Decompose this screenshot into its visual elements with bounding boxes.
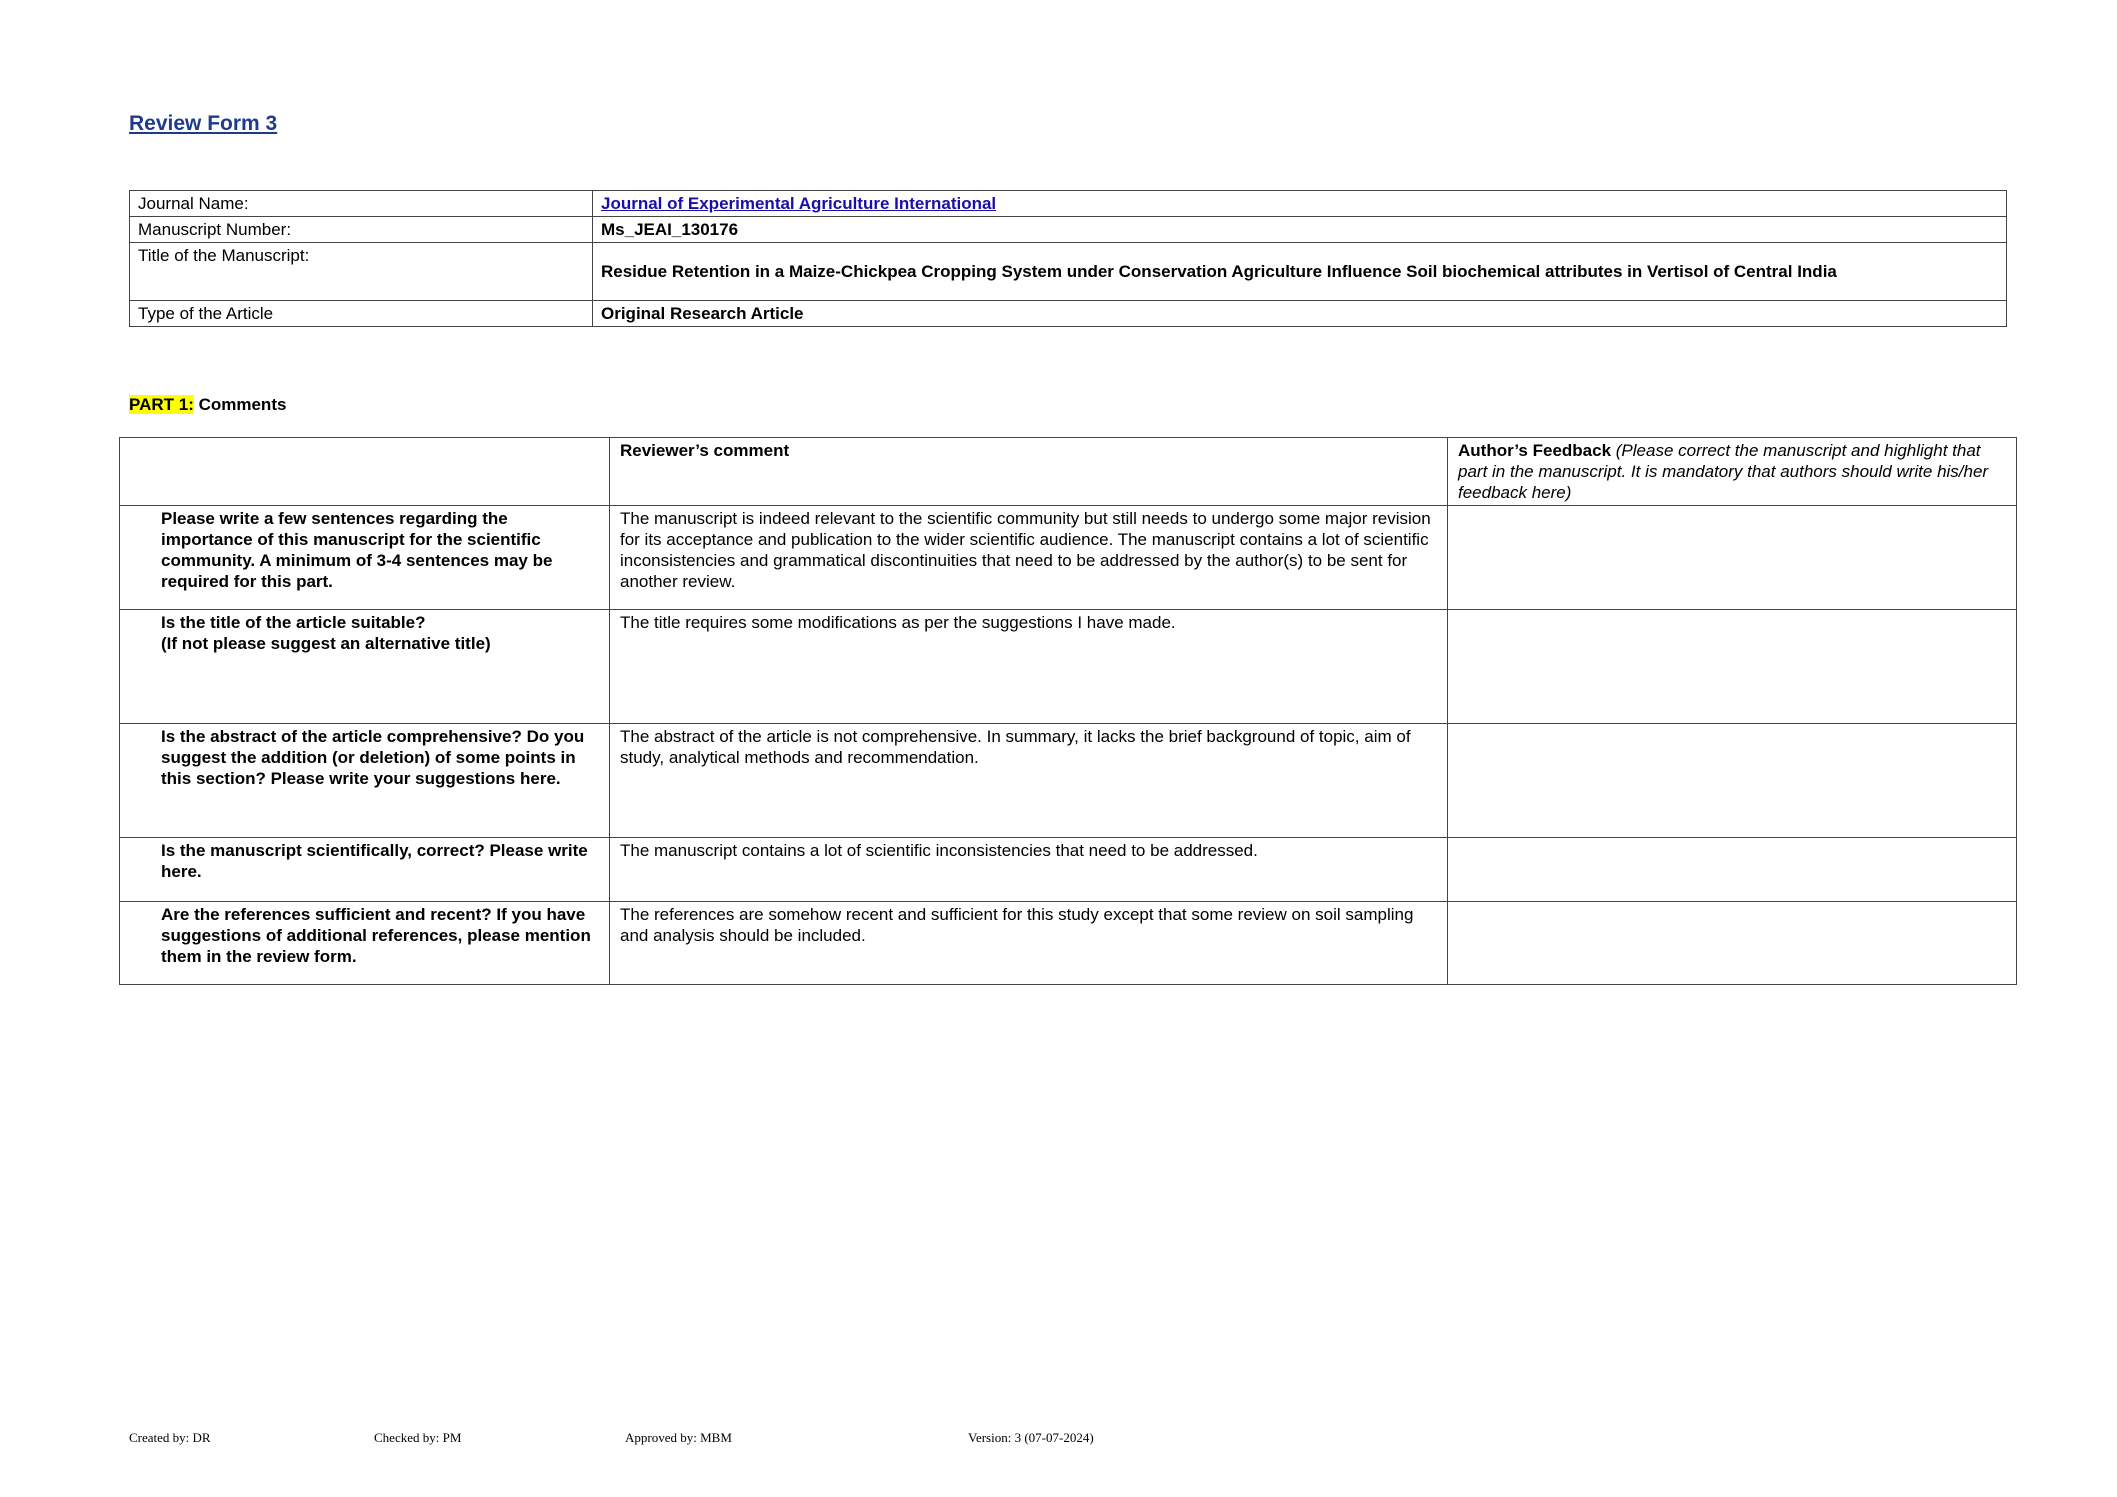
footer-created-by: Created by: DR (129, 1430, 211, 1445)
question-title-suitable-line1: Is the title of the article suitable? (161, 613, 426, 632)
manuscript-title-label: Title of the Manuscript: (130, 243, 593, 301)
reviewer-comment-title: The title requires some modifications as per the suggestions I have made. (610, 610, 1448, 724)
part1-label: PART 1: (129, 395, 194, 414)
author-feedback-header (1448, 438, 2017, 506)
author-feedback-references[interactable] (1448, 902, 2017, 985)
footer-checked-by: Checked by: PM (374, 1430, 462, 1445)
author-feedback-header-instructions: (Please correct the manuscript and highlight that part in the manuscript. It is mandatory that authors should write his/her feedback here) (1458, 441, 1989, 502)
author-feedback-scientific[interactable] (1448, 838, 2017, 902)
journal-row (130, 191, 2007, 217)
manuscript-title-value: Residue Retention in a Maize-Chickpea Cropping System under Conservation Agriculture Influence Soil biochemical attributes in Vertisol of Central India (593, 243, 2007, 301)
article-type-label: Type of the Article (130, 301, 593, 327)
comments-header-row (120, 438, 2017, 506)
article-type-row (130, 301, 2007, 327)
reviewer-comment-references: The references are somehow recent and sufficient for this study except that some review on soil sampling and analysis should be included. (610, 902, 1448, 985)
table-row (120, 724, 2017, 838)
article-type-value: Original Research Article (593, 301, 2007, 327)
footer-approved-by: Approved by: MBM (625, 1430, 732, 1445)
question-importance: Please write a few sentences regarding the importance of this manuscript for the scientific community. A minimum of 3-4 sentences may be required for this part. (120, 506, 610, 610)
question-title-suitable-line2: (If not please suggest an alternative title) (161, 634, 491, 653)
journal-label: Journal Name: (130, 191, 593, 217)
reviewer-comment-importance: The manuscript is indeed relevant to the scientific community but still needs to undergo some major revision for its acceptance and publication to the wider scientific audience. The manuscript contains a lot of scientific inconsistencies and grammatical discontinuities that need to be addressed by the author(s) to be sent for another review. (610, 506, 1448, 610)
author-feedback-importance[interactable] (1448, 506, 2017, 610)
manuscript-number-label: Manuscript Number: (130, 217, 593, 243)
reviewer-comment-abstract: The abstract of the article is not comprehensive. In summary, it lacks the brief background of topic, aim of study, analytical methods and recommendation. (610, 724, 1448, 838)
manuscript-number-value: Ms_JEAI_130176 (593, 217, 2007, 243)
footer-version: Version: 3 (07-07-2024) (968, 1430, 1094, 1445)
table-row (120, 838, 2017, 902)
question-title-suitable (120, 610, 610, 724)
reviewer-comment-header: Reviewer’s comment (610, 438, 1448, 506)
journal-link[interactable]: Journal of Experimental Agriculture International (601, 194, 997, 213)
table-row (120, 610, 2017, 724)
manuscript-info-table (129, 190, 2007, 327)
review-comments-table (119, 437, 2017, 985)
part1-heading (129, 395, 286, 415)
header-empty-cell (120, 438, 610, 506)
author-feedback-title[interactable] (1448, 610, 2017, 724)
manuscript-title-row (130, 243, 2007, 301)
author-feedback-header-bold: Author’s Feedback (1458, 441, 1612, 460)
reviewer-comment-scientific: The manuscript contains a lot of scientific inconsistencies that need to be addressed. (610, 838, 1448, 902)
author-feedback-abstract[interactable] (1448, 724, 2017, 838)
table-row (120, 506, 2017, 610)
manuscript-number-row (130, 217, 2007, 243)
table-row (120, 902, 2017, 985)
part1-suffix: Comments (193, 395, 287, 414)
page-title[interactable]: Review Form 3 (129, 112, 278, 135)
question-abstract: Is the abstract of the article comprehensive? Do you suggest the addition (or deletion) of some points in this section? Please write your suggestions here. (120, 724, 610, 838)
question-scientifically-correct: Is the manuscript scientifically, correct? Please write here. (120, 838, 610, 902)
question-references: Are the references sufficient and recent? If you have suggestions of additional references, please mention them in the review form. (120, 902, 610, 985)
